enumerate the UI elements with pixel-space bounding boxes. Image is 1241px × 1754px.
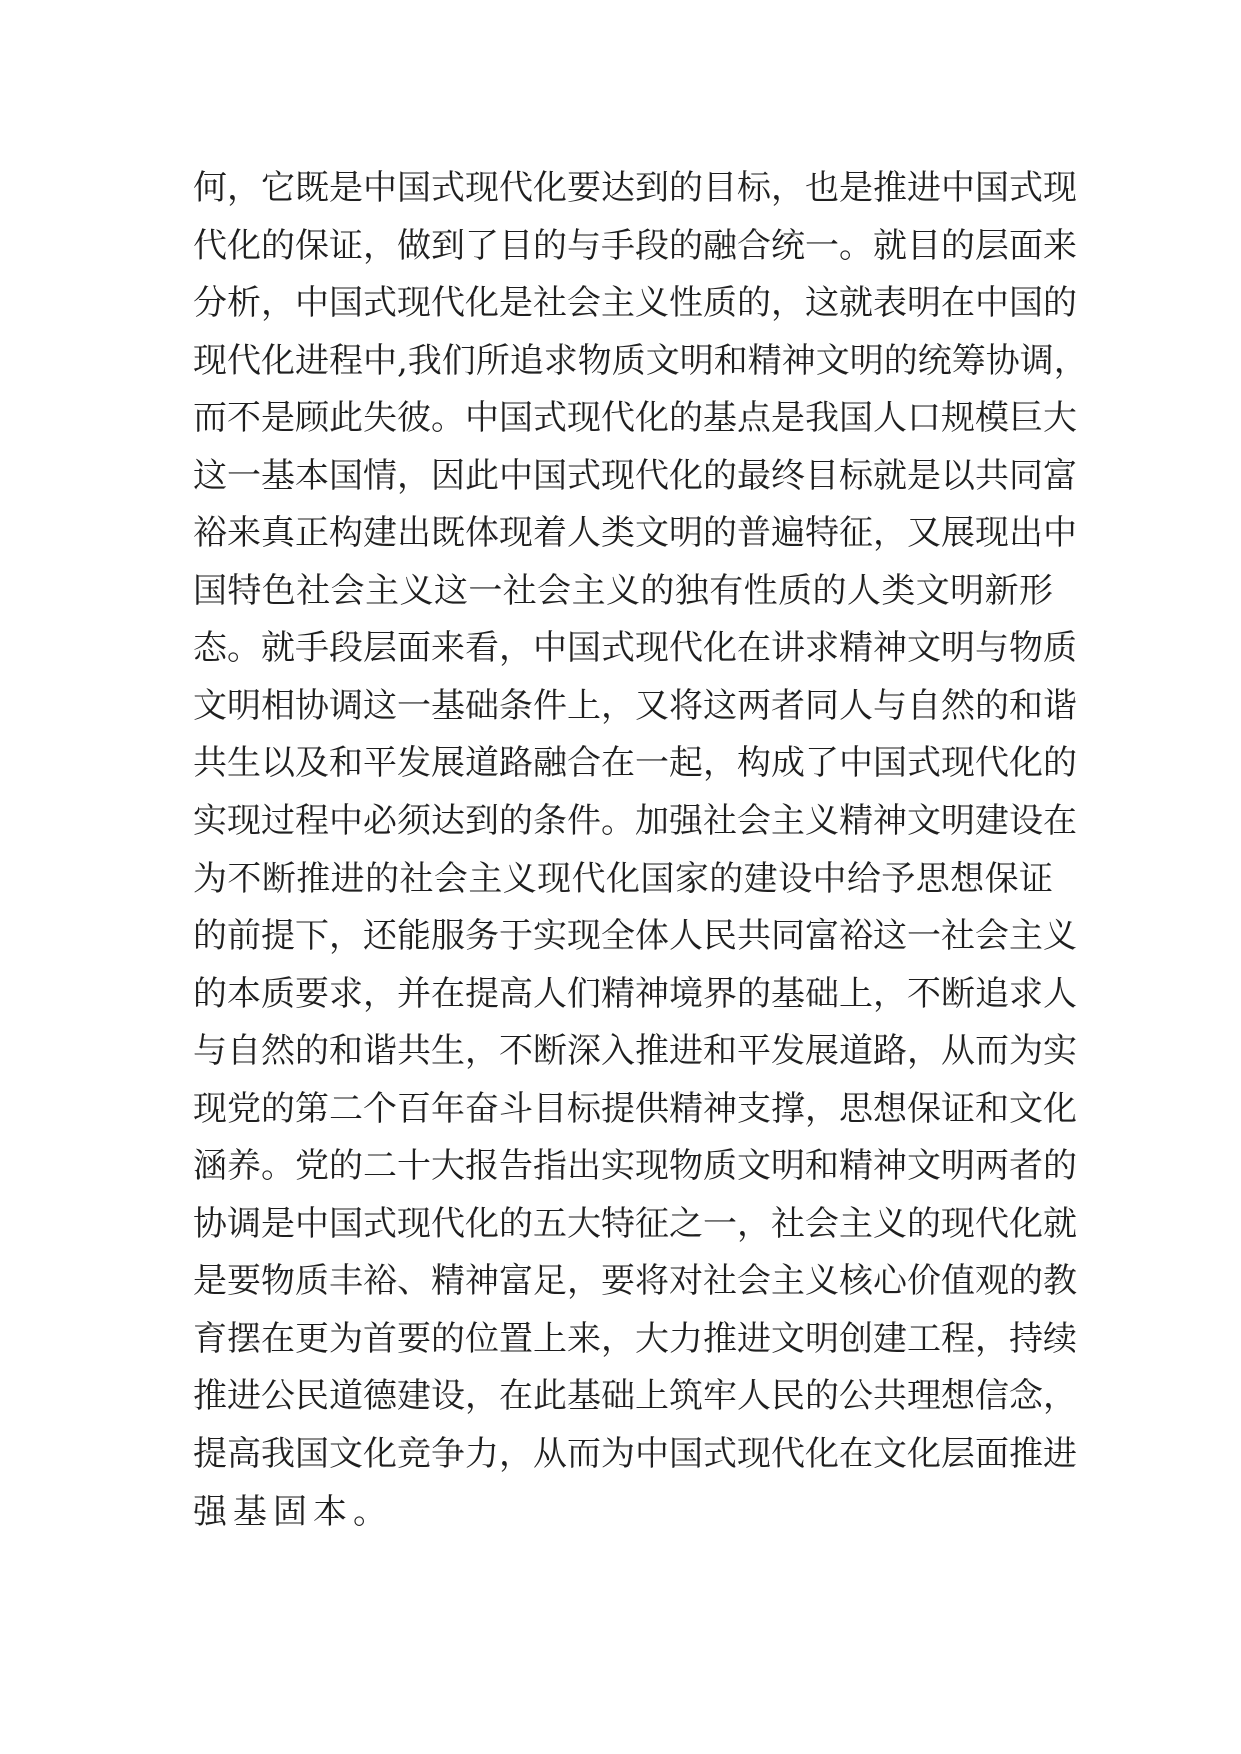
text-line: 涵养。党的二十大报告指出实现物质文明和精神文明两者的	[193, 1146, 1077, 1187]
text-line: 为不断推进的社会主义现代化国家的建设中给予思想保证	[193, 858, 1053, 899]
text-line: 提高我国文化竞争力，从而为中国式现代化在文化层面推进	[193, 1434, 1077, 1475]
body-paragraph	[193, 160, 1088, 1541]
text-line: 现代化进程中,我们所追求物质文明和精神文明的统筹协调，	[193, 340, 1088, 381]
text-line: 推进公民道德建设，在此基础上筑牢人民的公共理想信念，	[193, 1376, 1077, 1417]
text-line: 现党的第二个百年奋斗目标提供精神支撑，思想保证和文化	[193, 1088, 1077, 1129]
text-line: 强基固本。	[193, 1491, 393, 1532]
text-line: 何，它既是中国式现代化要达到的目标，也是推进中国式现	[193, 168, 1077, 208]
text-line: 态。就手段层面来看，中国式现代化在讲求精神文明与物质	[193, 628, 1077, 669]
text-line: 的本质要求，并在提高人们精神境界的基础上，不断追求人	[193, 973, 1077, 1014]
text-line: 实现过程中必须达到的条件。加强社会主义精神文明建设在	[193, 801, 1077, 842]
text-line: 分析，中国式现代化是社会主义性质的，这就表明在中国的	[193, 283, 1077, 324]
text-line: 的前提下，还能服务于实现全体人民共同富裕这一社会主义	[193, 916, 1077, 957]
text-line: 这一基本国情，因此中国式现代化的最终目标就是以共同富	[193, 455, 1077, 496]
text-line: 文明相协调这一基础条件上，又将这两者同人与自然的和谐	[193, 685, 1077, 726]
text-line: 育摆在更为首要的位置上来，大力推进文明创建工程，持续	[193, 1318, 1077, 1359]
text-line: 国特色社会主义这一社会主义的独有性质的人类文明新形	[193, 570, 1053, 611]
text-line: 协调是中国式现代化的五大特征之一，社会主义的现代化就	[193, 1203, 1077, 1244]
text-line: 与自然的和谐共生，不断深入推进和平发展道路，从而为实	[193, 1031, 1077, 1072]
text-line: 而不是顾此失彼。中国式现代化的基点是我国人口规模巨大	[193, 398, 1077, 439]
text-line: 是要物质丰裕、精神富足，要将对社会主义核心价值观的教	[193, 1261, 1077, 1302]
text-line: 共生以及和平发展道路融合在一起，构成了中国式现代化的	[193, 743, 1077, 784]
text-line: 代化的保证，做到了目的与手段的融合统一。就目的层面来	[193, 225, 1077, 266]
text-line: 裕来真正构建出既体现着人类文明的普遍特征，又展现出中	[193, 513, 1077, 554]
